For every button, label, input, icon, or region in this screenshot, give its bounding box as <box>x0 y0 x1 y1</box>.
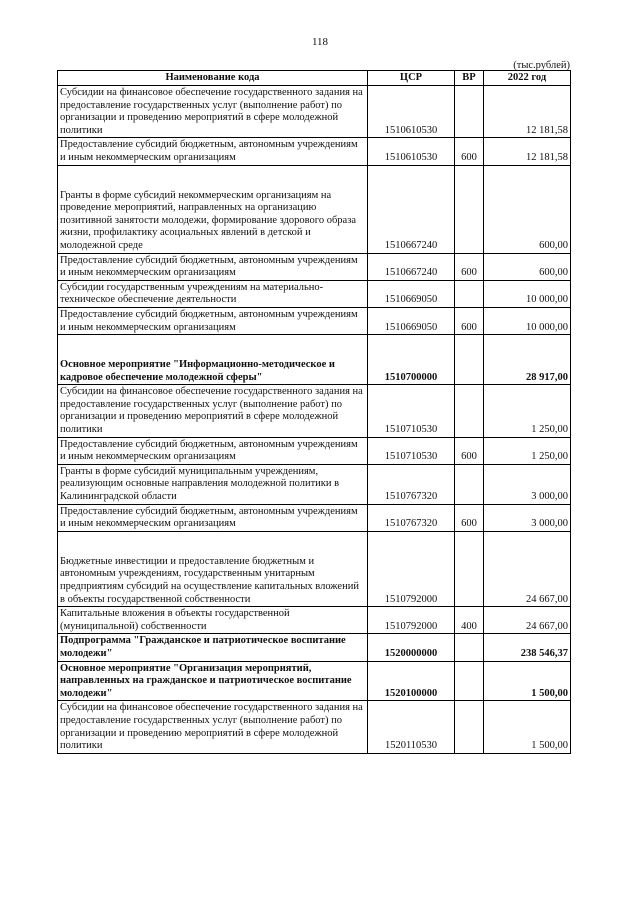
row-code: 1510792000 <box>368 607 455 634</box>
table-row <box>58 437 571 464</box>
row-name: Субсидии государственным учреждениям на материально-техническое обеспечение деятельности <box>58 280 368 307</box>
table-row <box>58 701 571 753</box>
row-code: 1510667240 <box>368 165 455 253</box>
row-code: 1520100000 <box>368 661 455 701</box>
row-amount: 28 917,00 <box>484 335 571 385</box>
table-row-section <box>58 335 571 385</box>
row-vr: 400 <box>455 607 484 634</box>
row-name: Основное мероприятие "Организация мероприятий, направленных на гражданское и патриотическое воспитание молодежи" <box>58 661 368 701</box>
row-vr: 600 <box>455 138 484 165</box>
row-amount: 3 000,00 <box>484 464 571 504</box>
row-amount: 600,00 <box>484 253 571 280</box>
row-name: Предоставление субсидий бюджетным, автономным учреждениям и иным некоммерческим организациям <box>58 138 368 165</box>
row-vr <box>455 335 484 385</box>
row-code: 1520000000 <box>368 634 455 661</box>
row-amount: 10 000,00 <box>484 307 571 334</box>
row-amount: 12 181,58 <box>484 86 571 138</box>
row-name: Подпрограмма "Гражданское и патриотическое воспитание молодежи" <box>58 634 368 661</box>
table-row <box>58 165 571 253</box>
row-code: 1510767320 <box>368 504 455 531</box>
header-code: ЦСР <box>368 71 455 86</box>
row-vr: 600 <box>455 437 484 464</box>
row-name: Основное мероприятие "Информационно-методическое и кадровое обеспечение молодежной сферы" <box>58 335 368 385</box>
page-number: 118 <box>311 36 329 48</box>
row-vr: 600 <box>455 253 484 280</box>
row-name: Бюджетные инвестиции и предоставление бюджетным и автономным учреждениям, государственным унитарным предприятиям субсидий на осуществление капитальных вложений в объекты государственной собственности <box>58 531 368 606</box>
row-code: 1510610530 <box>368 86 455 138</box>
row-amount: 24 667,00 <box>484 531 571 606</box>
row-name: Гранты в форме субсидий муниципальным учреждениям, реализующим основные направления молодежной политики в Калининградской области <box>58 464 368 504</box>
row-vr <box>455 661 484 701</box>
row-amount: 1 250,00 <box>484 437 571 464</box>
row-name: Предоставление субсидий бюджетным, автономным учреждениям и иным некоммерческим организациям <box>58 437 368 464</box>
budget-table <box>57 70 571 754</box>
table-header-row <box>58 71 571 86</box>
row-name: Предоставление субсидий бюджетным, автономным учреждениям и иным некоммерческим организациям <box>58 307 368 334</box>
table-row <box>58 307 571 334</box>
row-name: Субсидии на финансовое обеспечение государственного задания на предоставление государственных услуг (выполнение работ) по организации и проведению мероприятий в сфере молодежной политики <box>58 385 368 437</box>
header-vr: ВР <box>455 71 484 86</box>
table-row <box>58 531 571 606</box>
row-amount: 1 500,00 <box>484 661 571 701</box>
row-vr <box>455 701 484 753</box>
row-vr <box>455 634 484 661</box>
row-name: Предоставление субсидий бюджетным, автономным учреждениям и иным некоммерческим организациям <box>58 253 368 280</box>
row-code: 1510792000 <box>368 531 455 606</box>
unit-note: (тыс.рублей) <box>513 60 570 71</box>
row-vr: 600 <box>455 504 484 531</box>
header-name: Наименование кода <box>58 71 368 86</box>
row-code: 1510710530 <box>368 385 455 437</box>
row-code: 1510710530 <box>368 437 455 464</box>
row-vr <box>455 531 484 606</box>
table-row <box>58 504 571 531</box>
row-code: 1510669050 <box>368 280 455 307</box>
row-amount: 238 546,37 <box>484 634 571 661</box>
row-vr <box>455 86 484 138</box>
row-amount: 3 000,00 <box>484 504 571 531</box>
table-row <box>58 253 571 280</box>
row-amount: 600,00 <box>484 165 571 253</box>
table-row <box>58 464 571 504</box>
row-vr <box>455 385 484 437</box>
table-row <box>58 86 571 138</box>
row-vr: 600 <box>455 307 484 334</box>
row-code: 1520110530 <box>368 701 455 753</box>
row-amount: 12 181,58 <box>484 138 571 165</box>
table-row-section <box>58 634 571 661</box>
row-name: Гранты в форме субсидий некоммерческим организациям на проведение мероприятий, направленных на организацию позитивной занятости молодежи, формирование здорового образа жизни, профилактику асоциальных явлений в детской и молодежной среде <box>58 165 368 253</box>
row-amount: 10 000,00 <box>484 280 571 307</box>
row-amount: 1 500,00 <box>484 701 571 753</box>
row-vr <box>455 165 484 253</box>
row-vr <box>455 280 484 307</box>
row-name: Капитальные вложения в объекты государственной (муниципальной) собственности <box>58 607 368 634</box>
row-amount: 1 250,00 <box>484 385 571 437</box>
row-code: 1510610530 <box>368 138 455 165</box>
table-row <box>58 385 571 437</box>
row-name: Субсидии на финансовое обеспечение государственного задания на предоставление государственных услуг (выполнение работ) по организации и проведению мероприятий в сфере молодежной политики <box>58 701 368 753</box>
row-name: Субсидии на финансовое обеспечение государственного задания на предоставление государственных услуг (выполнение работ) по организации и проведению мероприятий в сфере молодежной политики <box>58 86 368 138</box>
row-code: 1510767320 <box>368 464 455 504</box>
row-name: Предоставление субсидий бюджетным, автономным учреждениям и иным некоммерческим организациям <box>58 504 368 531</box>
table-row <box>58 280 571 307</box>
row-code: 1510700000 <box>368 335 455 385</box>
row-amount: 24 667,00 <box>484 607 571 634</box>
row-code: 1510669050 <box>368 307 455 334</box>
table-row <box>58 607 571 634</box>
table-row <box>58 138 571 165</box>
row-vr <box>455 464 484 504</box>
table-row-section <box>58 661 571 701</box>
header-year: 2022 год <box>484 71 571 86</box>
row-code: 1510667240 <box>368 253 455 280</box>
